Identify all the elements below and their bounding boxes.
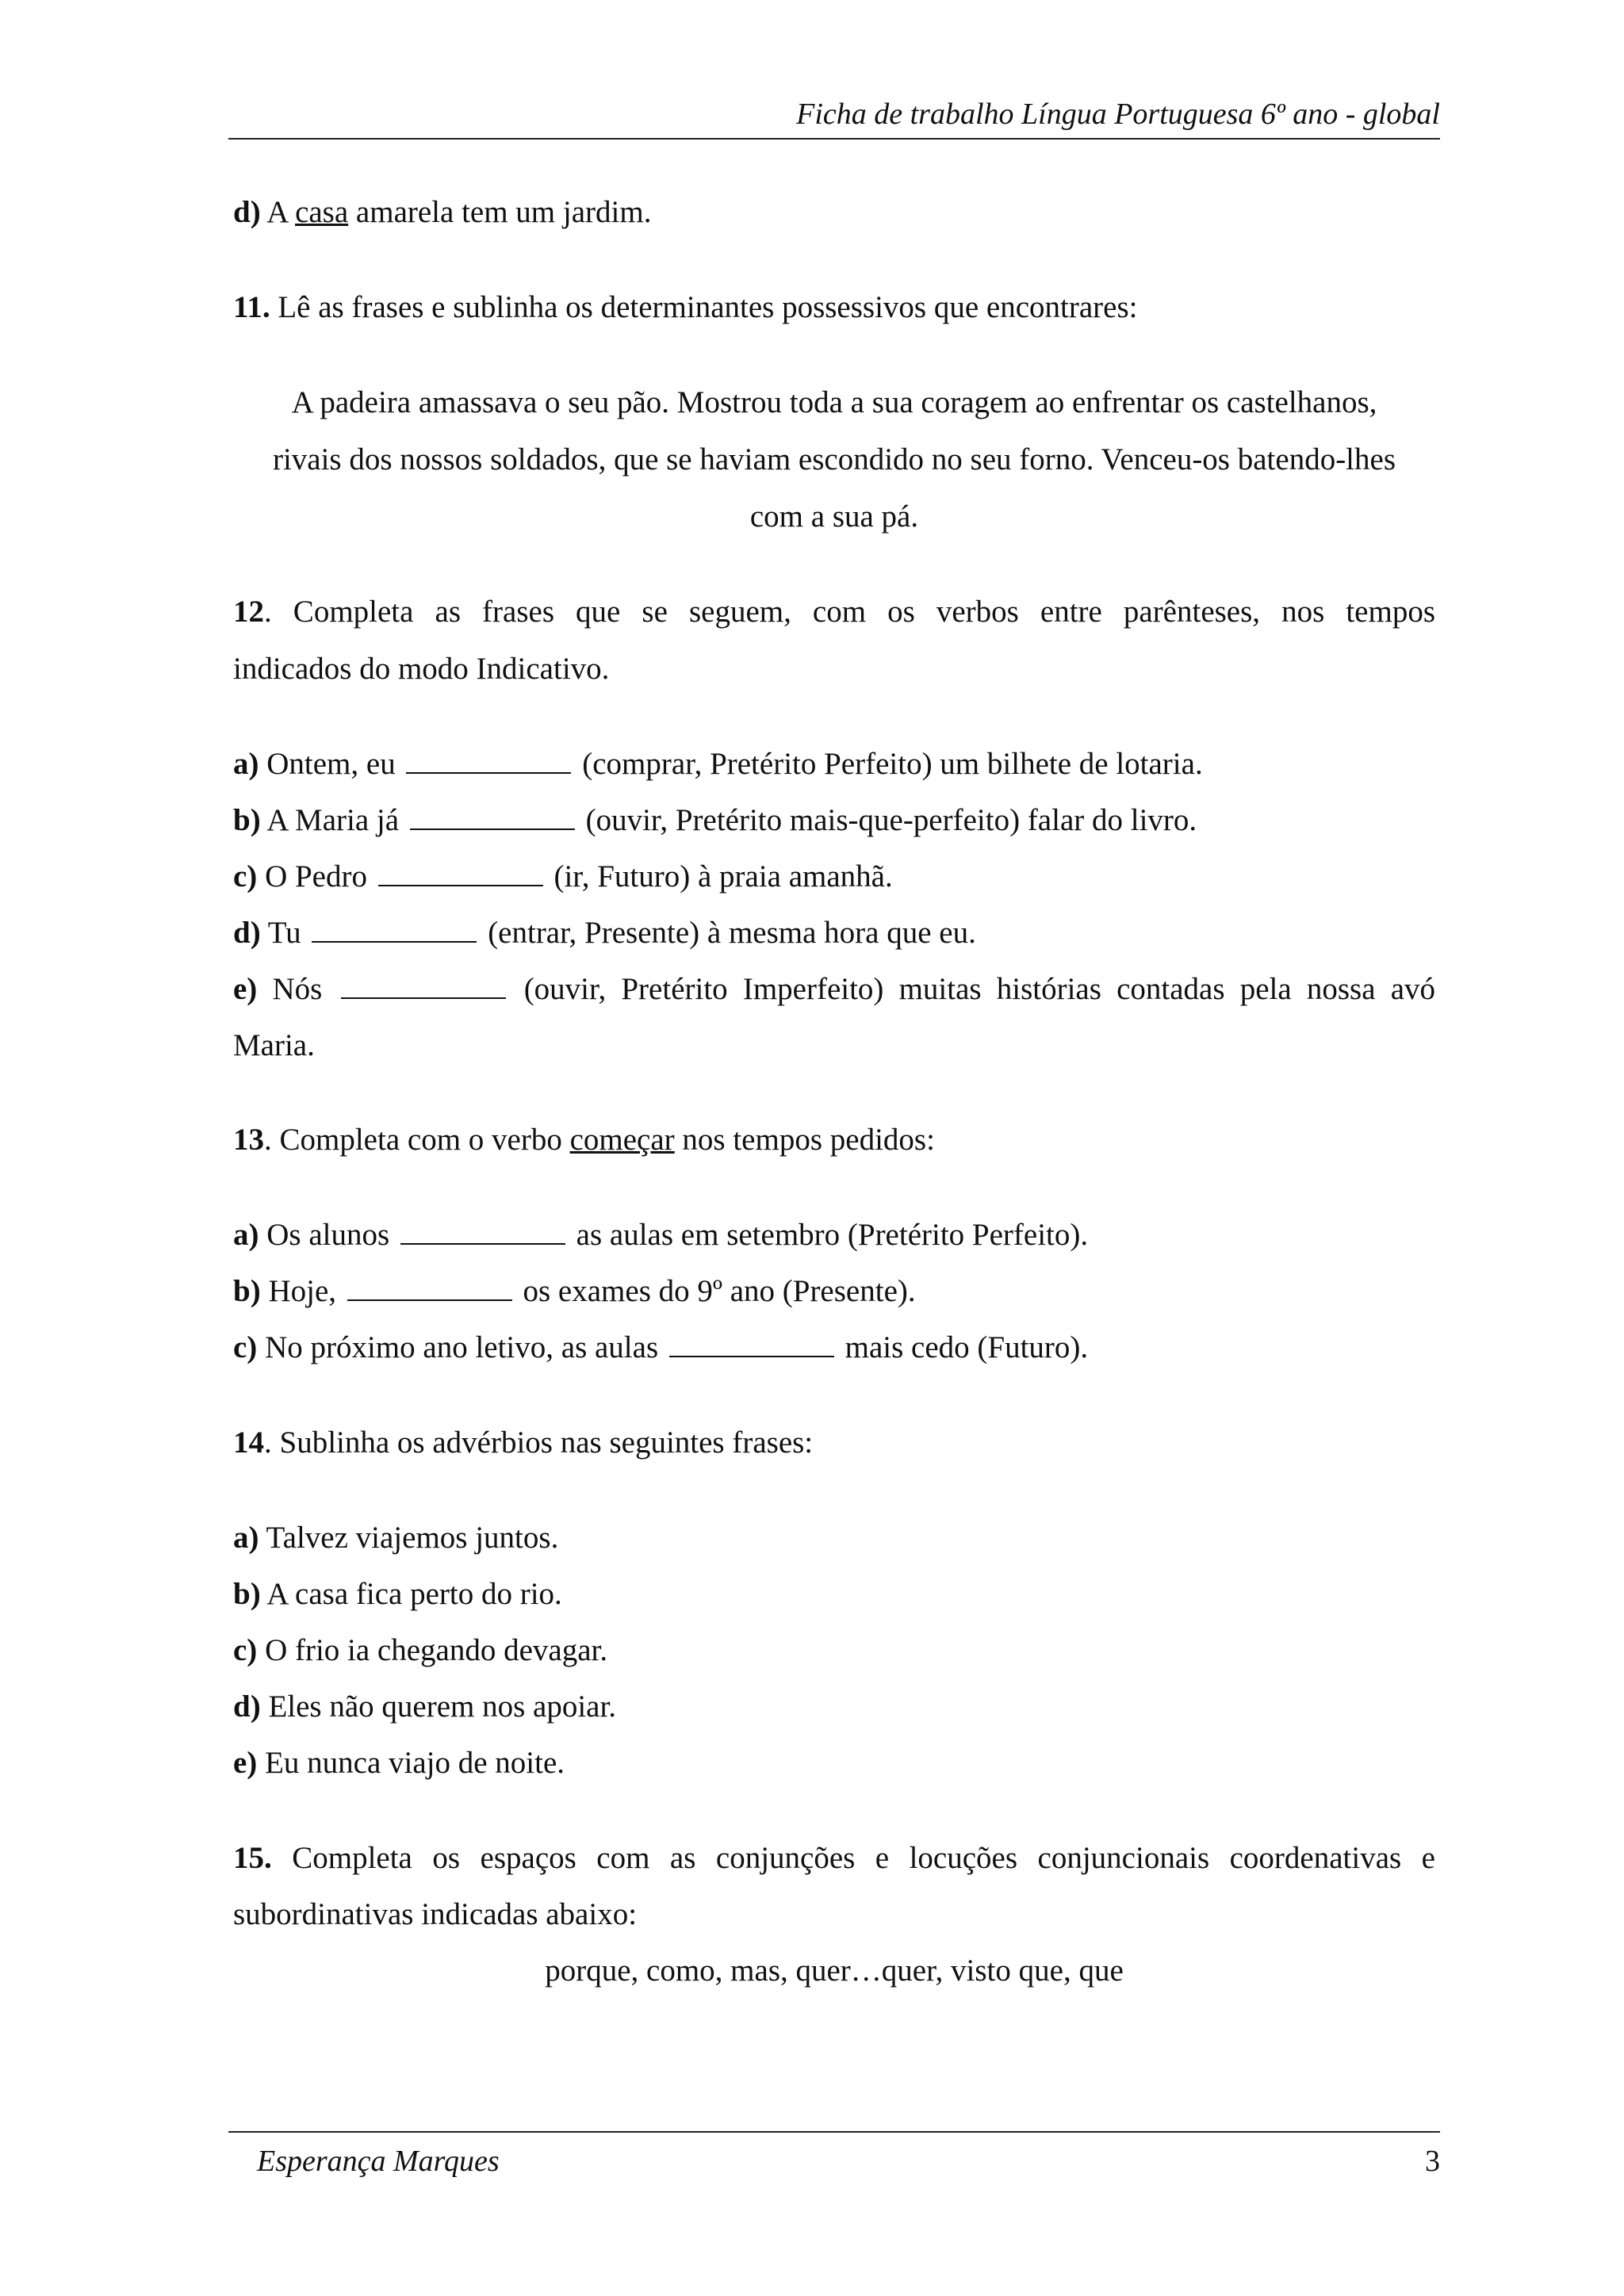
q15-instruction: 15. Completa os espaços com as conjunções e locuções conjuncionais coordenativas e	[233, 1841, 1435, 1875]
q12-instruction: 12. Completa as frases que se seguem, com os verbos entre parênteses, nos tempos	[233, 595, 1435, 629]
q14-item-b: b) A casa fica perto do rio.	[233, 1577, 562, 1611]
answer-blank[interactable]	[406, 745, 571, 774]
question-number: 14	[233, 1425, 264, 1460]
q14-instruction: 14. Sublinha os advérbios nas seguintes frases:	[233, 1425, 814, 1460]
q15-options: porque, como, mas, quer…quer, visto que, que	[545, 1954, 1124, 1988]
underlined-word: casa	[295, 195, 349, 229]
page-footer	[228, 2131, 1440, 2180]
answer-blank[interactable]	[312, 914, 477, 943]
q12-item-e-cont: Maria.	[233, 1028, 315, 1062]
q13-item-b: b) Hoje, os exames do 9º ano (Presente).	[233, 1274, 916, 1308]
answer-blank[interactable]	[341, 970, 506, 999]
q11-text-line: rivais dos nossos soldados, que se haviam escondido no seu forno. Venceu-os batendo-lhes	[272, 442, 1396, 476]
footer-author: Esperança Marques	[257, 2145, 500, 2178]
answer-blank[interactable]	[400, 1216, 565, 1245]
q13-item-c: c) No próximo ano letivo, as aulas mais cedo (Futuro).	[233, 1330, 1089, 1364]
q14-item-e: e) Eu nunca viajo de noite.	[233, 1746, 565, 1780]
q11-text-line: A padeira amassava o seu pão. Mostrou toda a sua coragem ao enfrentar os castelhanos,	[291, 385, 1377, 419]
q14-item-a: a) Talvez viajemos juntos.	[233, 1521, 559, 1555]
q15-instruction-cont: subordinativas indicadas abaixo:	[233, 1897, 638, 1931]
question-number: 15.	[233, 1841, 272, 1875]
underlined-verb: começar	[569, 1123, 675, 1157]
answer-blank[interactable]	[669, 1329, 834, 1357]
q11-instruction: 11. Lê as frases e sublinha os determinantes possessivos que encontrares:	[233, 290, 1138, 324]
answer-blank[interactable]	[378, 858, 543, 886]
answer-blank[interactable]	[410, 802, 575, 830]
q12-item-e: e) Nós (ouvir, Pretérito Imperfeito) muitas histórias contadas pela nossa avó	[233, 972, 1436, 1006]
q13-instruction: 13. Completa com o verbo começar nos tempos pedidos:	[233, 1123, 935, 1157]
q10-item-d: d) A casa amarela tem um jardim.	[233, 195, 652, 229]
q14-item-c: c) O frio ia chegando devagar.	[233, 1633, 608, 1667]
page-header	[228, 94, 1440, 140]
q14-item-d: d) Eles não querem nos apoiar.	[233, 1689, 617, 1724]
answer-blank[interactable]	[347, 1272, 512, 1301]
q12-item-d: d) Tu (entrar, Presente) à mesma hora que eu.	[233, 916, 976, 950]
page-number: 3	[1425, 2145, 1440, 2178]
q11-text-line: com a sua pá.	[749, 499, 919, 534]
question-number: 13	[233, 1123, 264, 1157]
q12-instruction-cont: indicados do modo Indicativo.	[233, 652, 610, 686]
q13-item-a: a) Os alunos as aulas em setembro (Pretérito Perfeito).	[233, 1218, 1089, 1252]
q12-item-b: b) A Maria já (ouvir, Pretérito mais-que-perfeito) falar do livro.	[233, 803, 1197, 837]
q12-item-a: a) Ontem, eu (comprar, Pretérito Perfeito) um bilhete de lotaria.	[233, 747, 1203, 781]
question-number: 11.	[233, 290, 270, 324]
question-number: 12	[233, 595, 264, 629]
header-title: Ficha de trabalho Língua Portuguesa 6º ano - global	[796, 98, 1440, 131]
q12-item-c: c) O Pedro (ir, Futuro) à praia amanhã.	[233, 859, 893, 894]
